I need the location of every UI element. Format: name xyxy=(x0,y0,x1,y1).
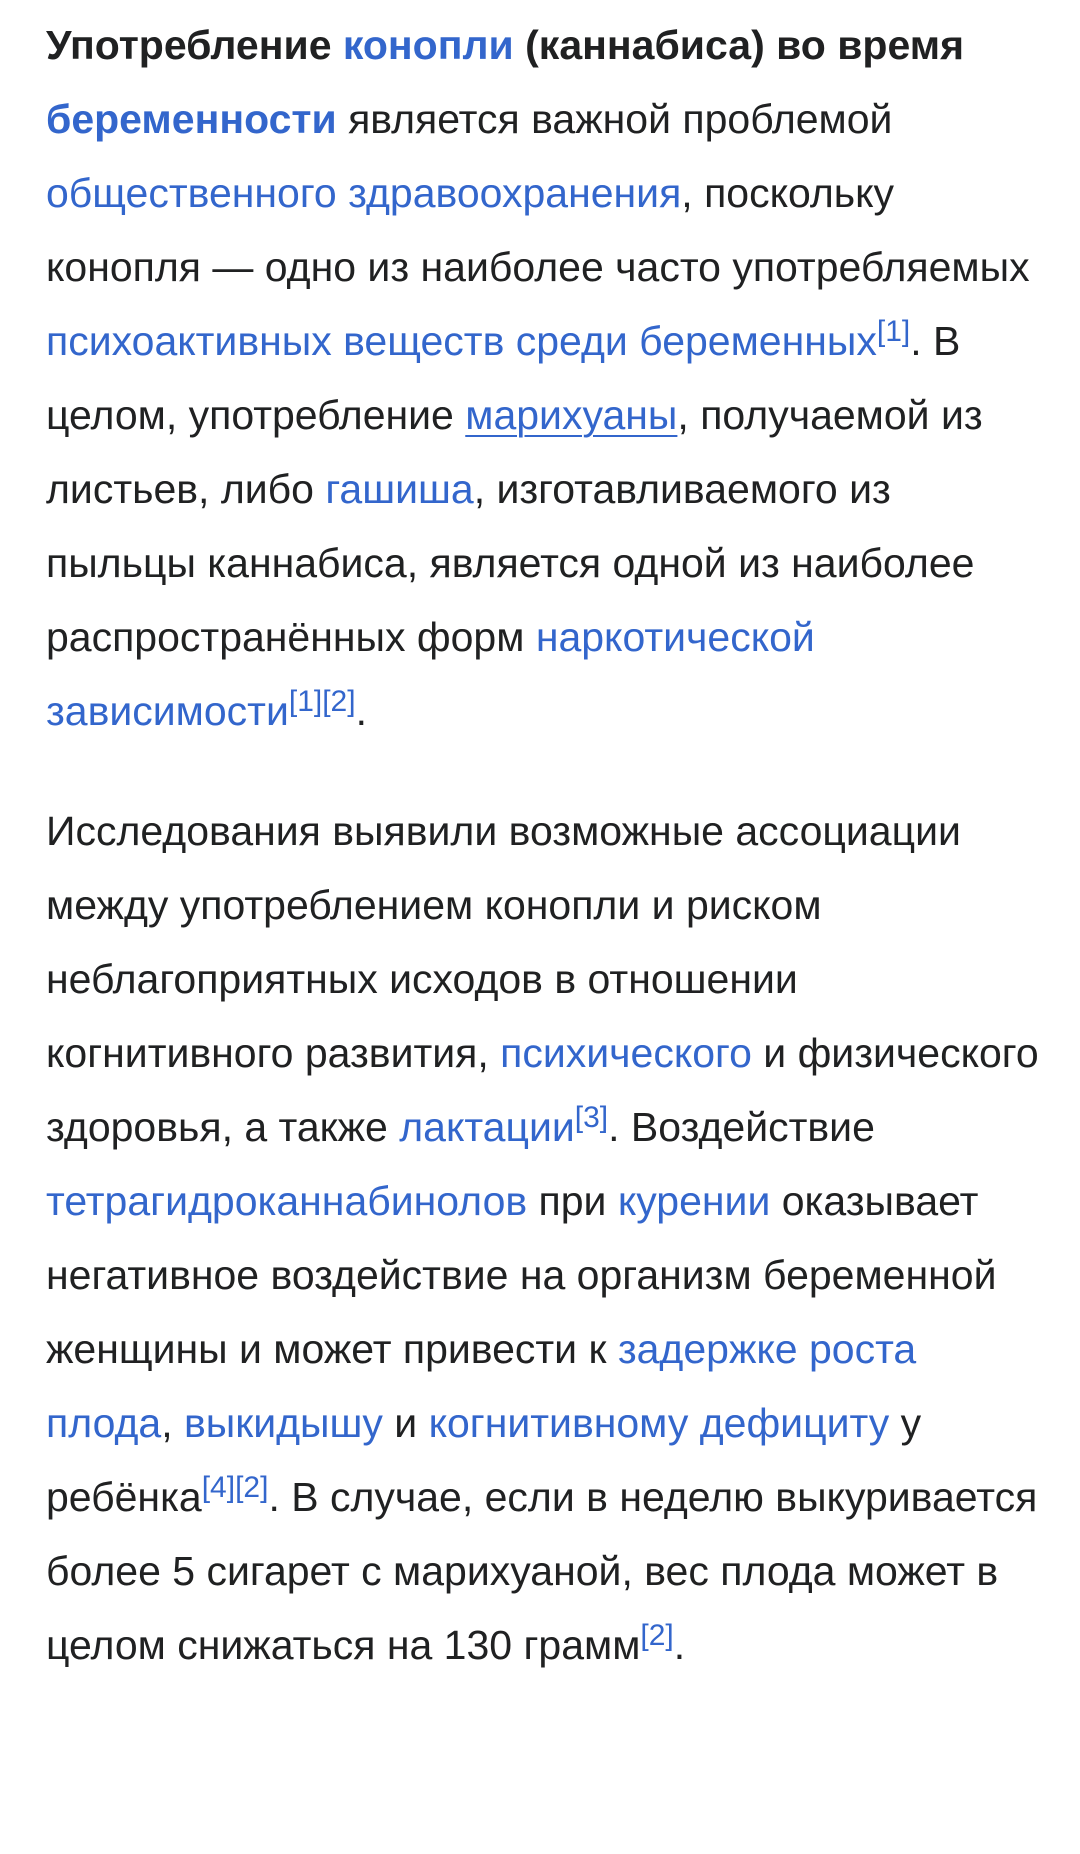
reference-1[interactable] xyxy=(289,685,322,718)
link-public-health[interactable]: общественного здравоохранения xyxy=(46,170,682,216)
text-span: при xyxy=(527,1178,618,1224)
link-psychoactive-substances[interactable]: психоактивных веществ среди беременных xyxy=(46,318,877,364)
reference-2[interactable] xyxy=(235,1471,268,1504)
text-span: Употребление xyxy=(46,22,343,68)
text-span: , изготавливаемого из пыльцы каннабиса, является одной из наиболее распространённых форм xyxy=(46,466,975,660)
reference-link[interactable]: [2] xyxy=(640,1619,674,1652)
reference-3[interactable] xyxy=(575,1101,608,1134)
reference-1[interactable] xyxy=(877,315,910,348)
reference-link[interactable]: [4] xyxy=(201,1471,236,1504)
text-span: . Воздействие xyxy=(608,1104,875,1150)
reference-2[interactable] xyxy=(640,1619,673,1652)
link-smoking[interactable]: курении xyxy=(617,1178,771,1224)
reference-link[interactable]: [1] xyxy=(288,685,323,718)
text-span: . В целом, употребление xyxy=(46,318,961,438)
reference-link[interactable]: [2] xyxy=(322,685,356,718)
link-drug-addiction[interactable]: наркотической зависимости xyxy=(46,614,815,734)
link-thc[interactable]: тетрагидроканнабинолов xyxy=(46,1178,528,1224)
text-span: . xyxy=(355,688,367,734)
text-span: . xyxy=(673,1622,686,1668)
link-cognitive-deficit[interactable]: когнитивному дефициту xyxy=(428,1400,890,1446)
link-miscarriage[interactable]: выкидышу xyxy=(184,1400,383,1446)
paragraph-intro xyxy=(46,8,1046,748)
text-span: , xyxy=(161,1400,185,1446)
text-span: и xyxy=(382,1400,429,1446)
link-lactation[interactable]: лактации xyxy=(399,1104,575,1150)
text-span: , получаемой из листьев, либо xyxy=(46,392,983,512)
link-konopli[interactable]: конопли xyxy=(342,22,514,68)
link-fetal-growth-restriction[interactable]: задержке роста плода xyxy=(46,1326,917,1446)
reference-4[interactable] xyxy=(202,1471,235,1504)
link-marihuana[interactable]: марихуаны xyxy=(465,392,678,438)
text-span: Исследования выявили возможные ассоциации между употреблением конопли и риском неблагоприятных исходов в отношении когнитивного развития, xyxy=(46,808,961,1076)
article-body xyxy=(46,8,1046,1682)
text-span: , поскольку конопля — одно из наиболее часто употребляемых xyxy=(46,170,1030,290)
text-span: оказывает негативное воздействие на организм беременной женщины и может привести к xyxy=(46,1178,997,1372)
link-mental[interactable]: психического xyxy=(500,1030,752,1076)
reference-2[interactable] xyxy=(322,685,355,718)
reference-link[interactable]: [3] xyxy=(574,1101,609,1134)
text-span: (каннабиса) во время xyxy=(513,22,964,68)
text-span: и физического здоровья, а также xyxy=(46,1030,1039,1150)
reference-link[interactable]: [1] xyxy=(876,315,911,348)
link-gashish[interactable]: гашиша xyxy=(325,466,474,512)
text-span: . В случае, если в неделю выкуривается более 5 сигарет с марихуаной, вес плода может в целом снижаться на 130 грамм xyxy=(46,1474,1038,1668)
text-span: у ребёнка xyxy=(46,1400,922,1520)
text-span: является важной проблемой xyxy=(336,96,893,142)
link-beremennosti[interactable]: беременности xyxy=(46,96,337,142)
reference-link[interactable]: [2] xyxy=(235,1471,269,1504)
paragraph-research xyxy=(46,794,1046,1682)
